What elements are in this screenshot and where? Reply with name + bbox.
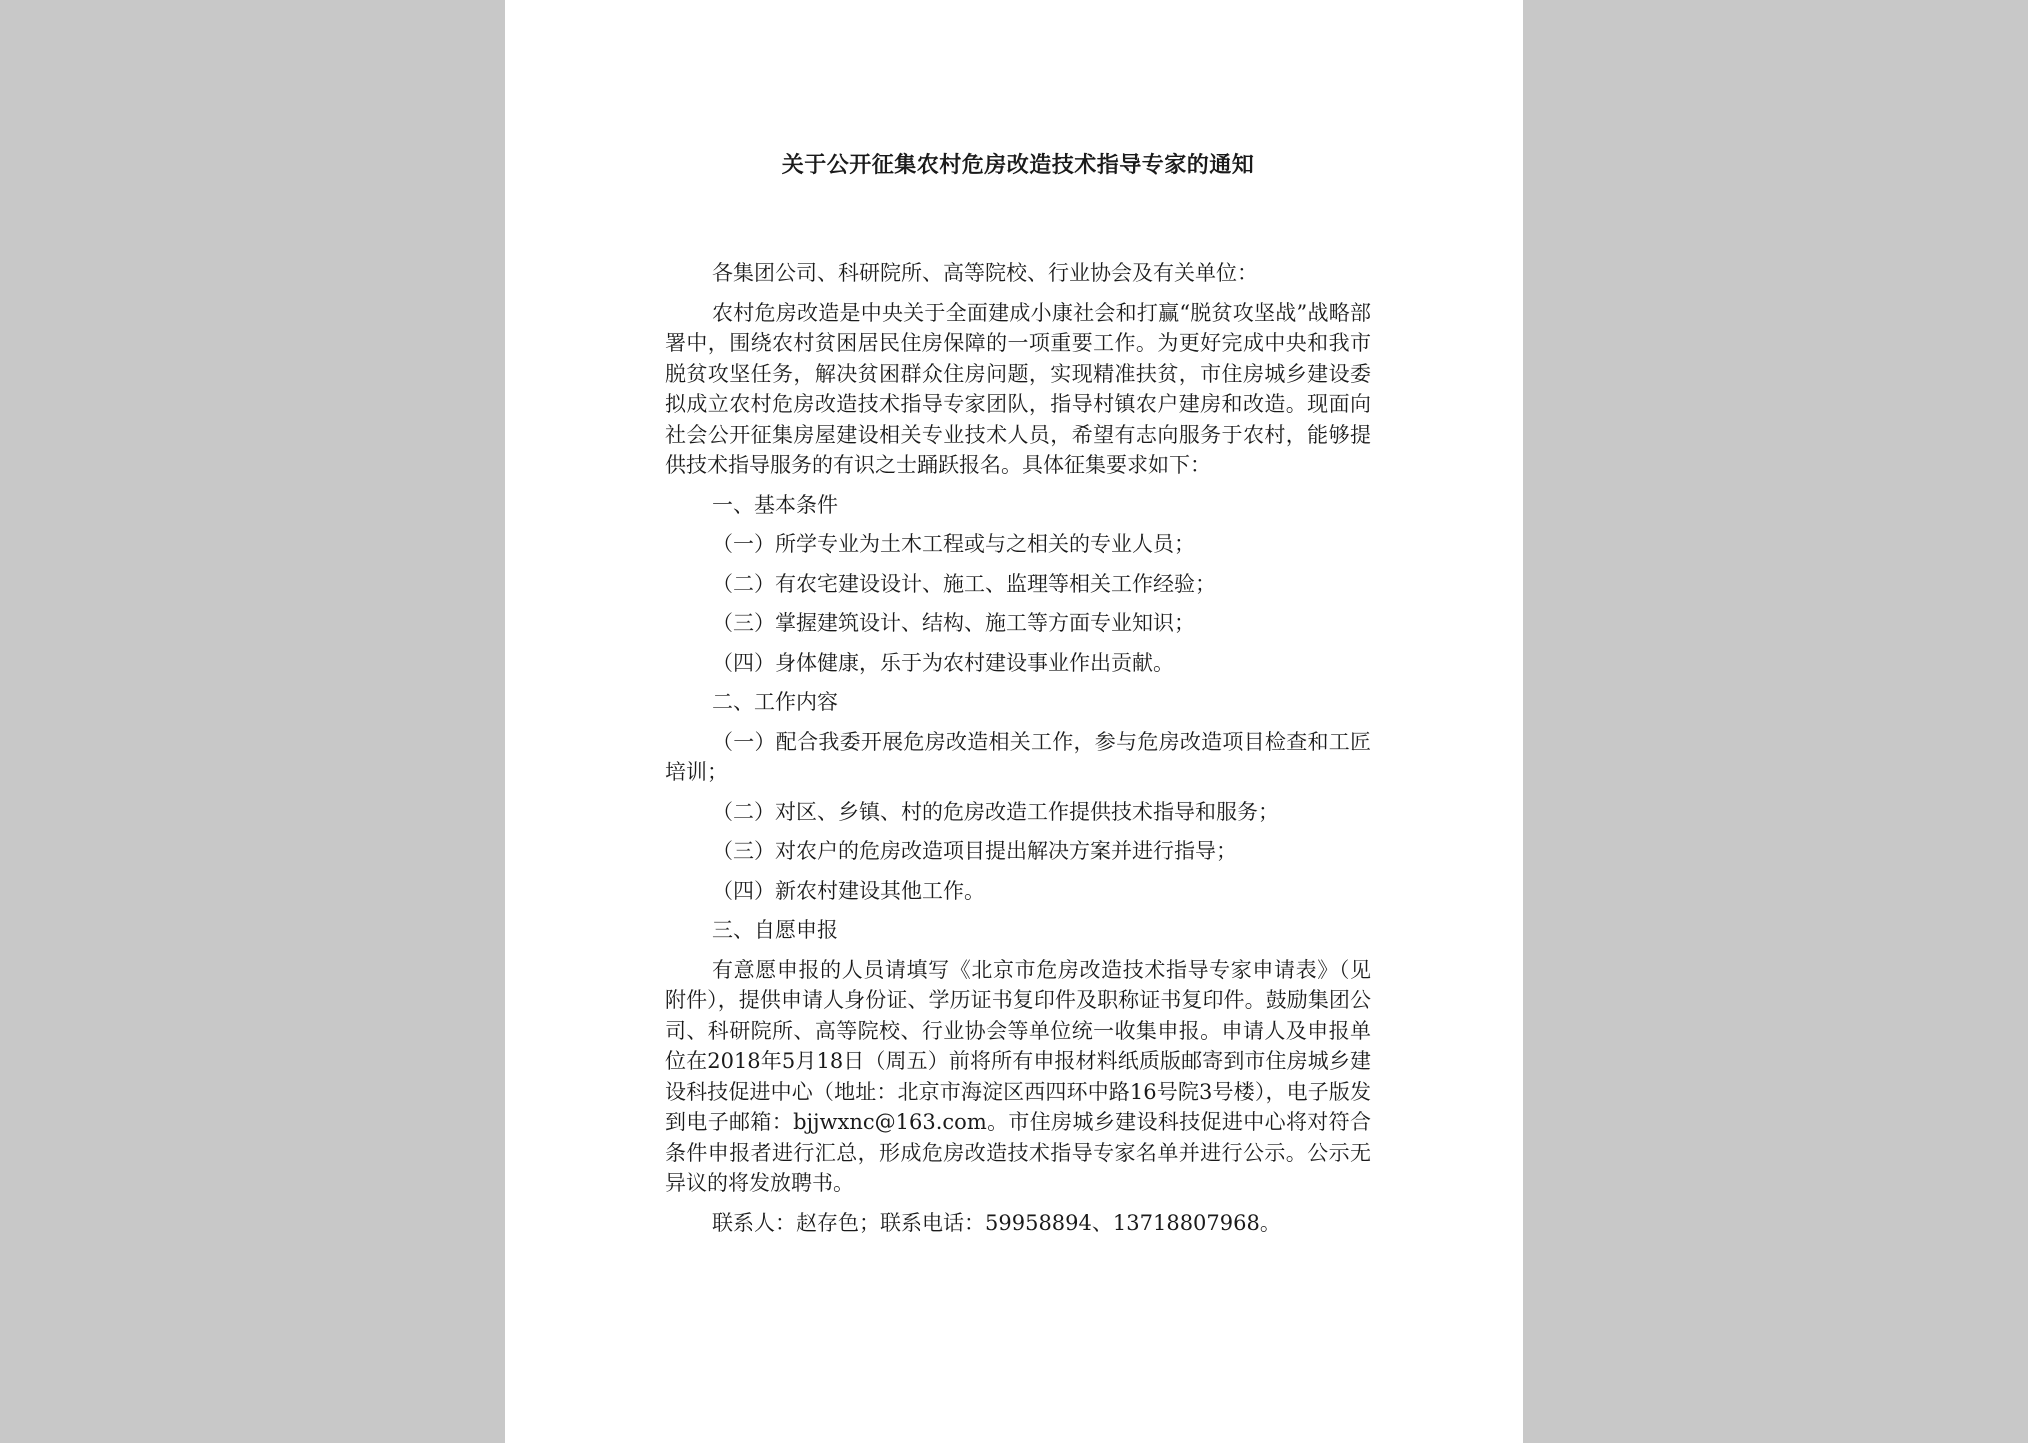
list-item: （三）对农户的危房改造项目提出解决方案并进行指导； [712, 839, 1237, 863]
application-paragraph: 有意愿申报的人员请填写《北京市危房改造技术指导专家申请表》（见附件），提供申请人身份证、学历证书复印件及职称证书复印件。鼓励集团公司、科研院所、高等院校、行业协会等单位统一收集申报。申请人及申报单位在2018年5月18日（周五）前将所有申报材料纸质版邮寄到市住房城乡建设科技促进中心（地址：北京市海淀区西四环中路16号院3号楼），电子版发到电子邮箱：bjjwxnc@163.com。市住房城乡建设科技促进中心将对符合条件申报者进行汇总，形成危房改造技术指导专家名单并进行公示。公示无异议的将发放聘书。 [665, 957, 1371, 1195]
list-item: （二）有农宅建设设计、施工、监理等相关工作经验； [712, 571, 1216, 596]
list-item: （一）配合我委开展危房改造相关工作，参与危房改造项目检查和工匠培训； [665, 729, 1371, 784]
list-item: （三）掌握建筑设计、结构、施工等方面专业知识； [712, 611, 1195, 635]
document-title: 关于公开征集农村危房改造技术指导专家的通知 [781, 152, 1255, 178]
salutation: 各集团公司、科研院所、高等院校、行业协会及有关单位： [712, 261, 1258, 285]
document-body [665, 258, 1371, 1238]
list-item: （二）对区、乡镇、村的危房改造工作提供技术指导和服务； [712, 799, 1279, 824]
document-page [505, 0, 1523, 1443]
intro-paragraph: 农村危房改造是中央关于全面建成小康社会和打赢“脱贫攻坚战”战略部署中，围绕农村贫困居民住房保障的一项重要工作。为更好完成中央和我市脱贫攻坚任务，解决贫困群众住房问题，实现精准扶贫，市住房城乡建设委拟成立农村危房改造技术指导专家团队，指导村镇农户建房和改造。现面向社会公开征集房屋建设相关专业技术人员，希望有志向服务于农村，能够提供技术指导服务的有识之士踊跃报名。具体征集要求如下： [665, 300, 1371, 477]
section-heading-voluntary-application: 三、自愿申报 [712, 918, 838, 942]
section-heading-basic-conditions: 一、基本条件 [712, 492, 838, 517]
section-heading-work-content: 二、工作内容 [712, 690, 838, 714]
list-item: （一）所学专业为土木工程或与之相关的专业人员； [712, 532, 1195, 556]
list-item: （四）新农村建设其他工作。 [712, 878, 985, 903]
list-item: （四）身体健康，乐于为农村建设事业作出贡献。 [712, 650, 1174, 675]
contact-line: 联系人：赵存色；联系电话：59958894、13718807968。 [712, 1210, 1281, 1235]
